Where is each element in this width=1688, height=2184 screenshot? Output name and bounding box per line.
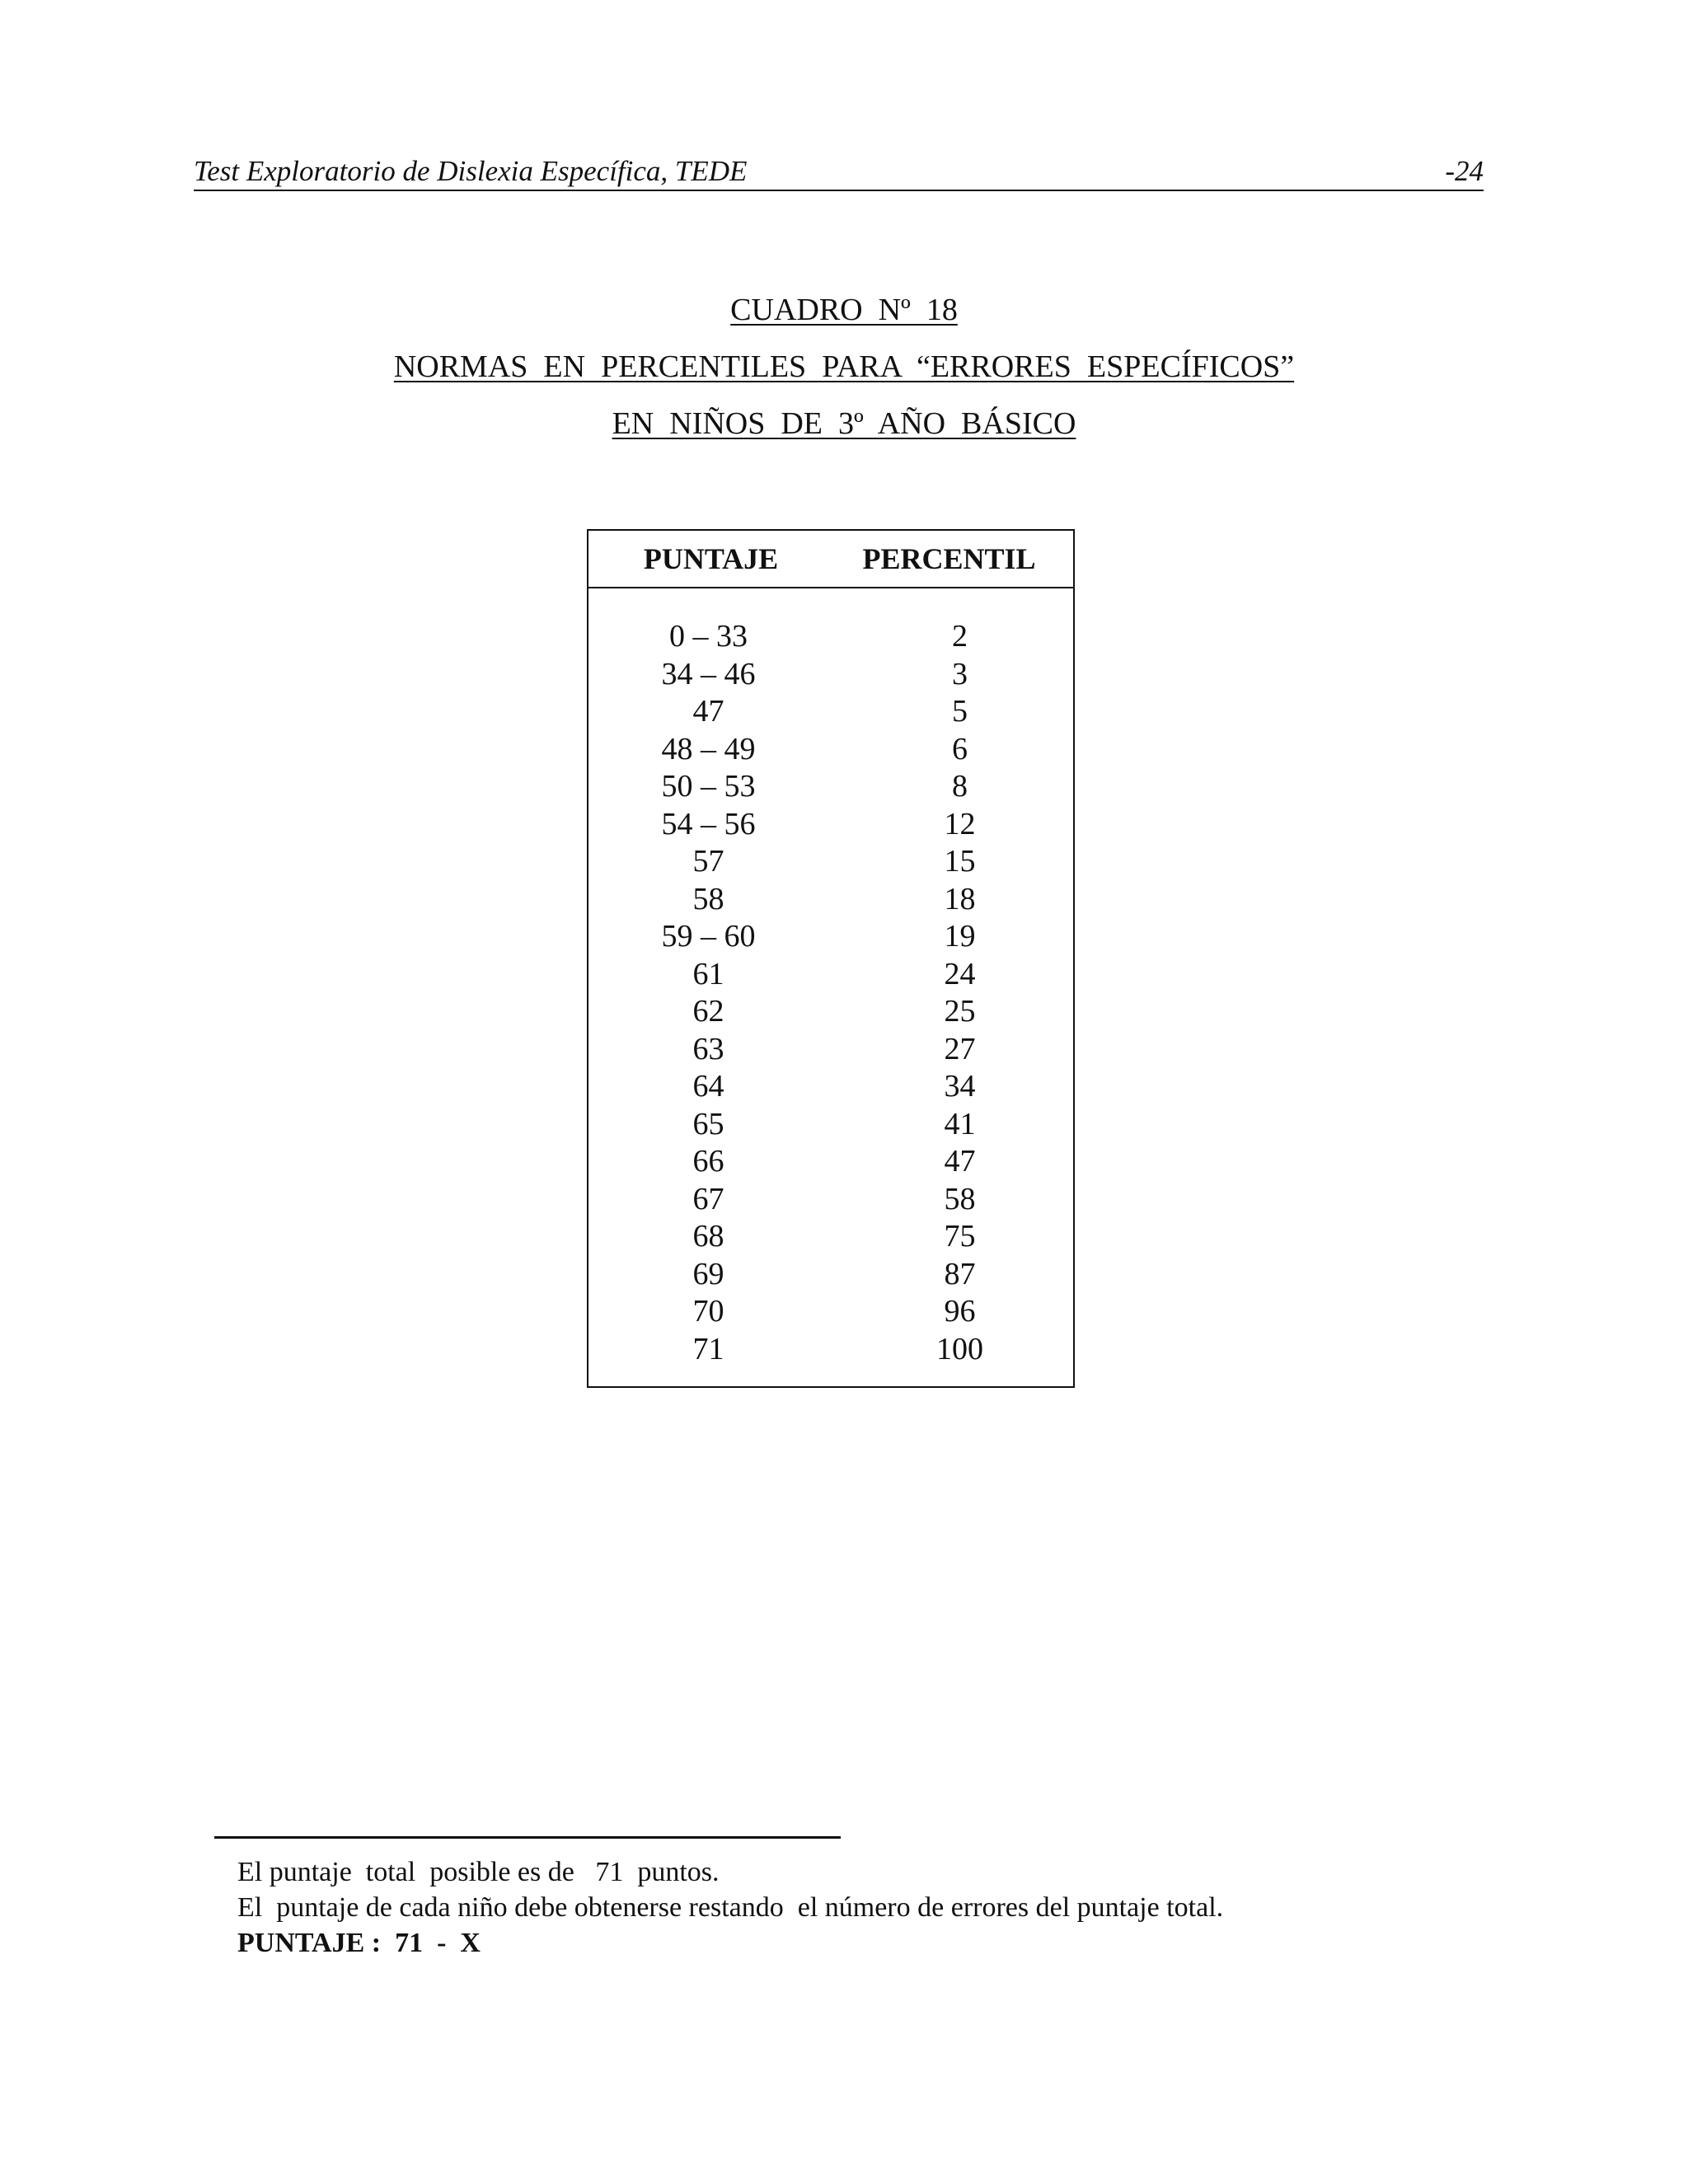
percentil-cell: 96 bbox=[944, 1294, 976, 1329]
caption-line-1: CUADRO Nº 18 bbox=[730, 293, 958, 327]
percentil-cell: 27 bbox=[944, 1031, 976, 1066]
table-row bbox=[588, 1331, 1073, 1369]
table-row bbox=[588, 693, 1073, 731]
footnote-total-points: El puntaje total posible es de 71 puntos. bbox=[237, 1857, 720, 1887]
table-row bbox=[588, 806, 1073, 844]
caption-line-2: NORMAS EN PERCENTILES PARA “ERRORES ESPECÍFICOS” bbox=[393, 349, 1295, 384]
table-row bbox=[588, 1293, 1073, 1331]
table-row bbox=[588, 1256, 1073, 1294]
percentil-cell: 47 bbox=[944, 1144, 976, 1179]
page-header bbox=[194, 155, 1484, 191]
caption-line-3: EN NIÑOS DE 3º AÑO BÁSICO bbox=[612, 406, 1076, 441]
table-header-row bbox=[588, 531, 1073, 588]
percentil-cell: 6 bbox=[952, 731, 968, 766]
column-header-puntaje: PUNTAJE bbox=[643, 542, 779, 575]
header-title: Test Exploratorio de Dislexia Específica, TEDE bbox=[194, 155, 748, 187]
puntaje-cell: 58 bbox=[692, 881, 724, 916]
puntaje-cell: 0 – 33 bbox=[669, 619, 748, 654]
percentil-cell: 18 bbox=[944, 881, 976, 916]
table-row bbox=[588, 1218, 1073, 1256]
table-body bbox=[588, 588, 1073, 1368]
percentil-cell: 12 bbox=[944, 806, 976, 841]
percentil-cell: 24 bbox=[944, 956, 976, 991]
table-row bbox=[588, 843, 1073, 881]
puntaje-cell: 65 bbox=[692, 1106, 724, 1141]
puntaje-cell: 63 bbox=[692, 1031, 724, 1066]
puntaje-cell: 47 bbox=[692, 694, 724, 729]
puntaje-cell: 62 bbox=[692, 994, 724, 1029]
percentil-cell: 19 bbox=[944, 919, 976, 954]
percentil-cell: 87 bbox=[944, 1256, 976, 1291]
percentil-cell: 25 bbox=[944, 994, 976, 1029]
percentile-table bbox=[587, 529, 1075, 1388]
puntaje-cell: 64 bbox=[692, 1069, 724, 1104]
footnote-scoring-instruction: El puntaje de cada niño debe obtenerse restando el número de errores del puntaje total. bbox=[237, 1892, 1224, 1923]
percentil-cell: 5 bbox=[952, 694, 968, 729]
column-header-percentil: PERCENTIL bbox=[862, 542, 1036, 575]
puntaje-cell: 59 – 60 bbox=[661, 919, 756, 954]
page-number: -24 bbox=[1445, 155, 1484, 187]
puntaje-cell: 50 – 53 bbox=[661, 769, 756, 804]
percentil-cell: 58 bbox=[944, 1181, 976, 1216]
table-row bbox=[588, 993, 1073, 1031]
puntaje-cell: 67 bbox=[692, 1181, 724, 1216]
table-row bbox=[588, 731, 1073, 769]
percentil-cell: 41 bbox=[944, 1106, 976, 1141]
footnote-divider bbox=[214, 1836, 841, 1839]
footnotes bbox=[237, 1854, 1223, 1961]
puntaje-cell: 34 – 46 bbox=[661, 656, 756, 691]
percentil-cell: 34 bbox=[944, 1069, 976, 1104]
puntaje-cell: 70 bbox=[692, 1294, 724, 1329]
puntaje-cell: 57 bbox=[692, 844, 724, 879]
table-row bbox=[588, 768, 1073, 806]
table-row bbox=[588, 881, 1073, 919]
percentil-cell: 8 bbox=[952, 769, 968, 804]
percentil-cell: 75 bbox=[944, 1219, 976, 1254]
puntaje-cell: 68 bbox=[692, 1219, 724, 1254]
percentil-cell: 100 bbox=[936, 1331, 983, 1366]
table-row bbox=[588, 656, 1073, 694]
footnote-score-formula: PUNTAJE : 71 - X bbox=[237, 1928, 481, 1958]
table-caption bbox=[0, 290, 1688, 461]
table-row bbox=[588, 618, 1073, 656]
puntaje-cell: 66 bbox=[692, 1144, 724, 1179]
puntaje-cell: 71 bbox=[692, 1331, 724, 1366]
table-row bbox=[588, 1181, 1073, 1219]
table-row bbox=[588, 1106, 1073, 1144]
table-row bbox=[588, 1068, 1073, 1106]
percentil-cell: 3 bbox=[952, 656, 968, 691]
table-row bbox=[588, 956, 1073, 994]
puntaje-cell: 61 bbox=[692, 956, 724, 991]
table-row bbox=[588, 1031, 1073, 1069]
puntaje-cell: 48 – 49 bbox=[661, 731, 756, 766]
table-row bbox=[588, 1143, 1073, 1181]
table-row bbox=[588, 918, 1073, 956]
percentil-cell: 15 bbox=[944, 844, 976, 879]
percentil-cell: 2 bbox=[952, 619, 968, 654]
puntaje-cell: 69 bbox=[692, 1256, 724, 1291]
puntaje-cell: 54 – 56 bbox=[661, 806, 756, 841]
